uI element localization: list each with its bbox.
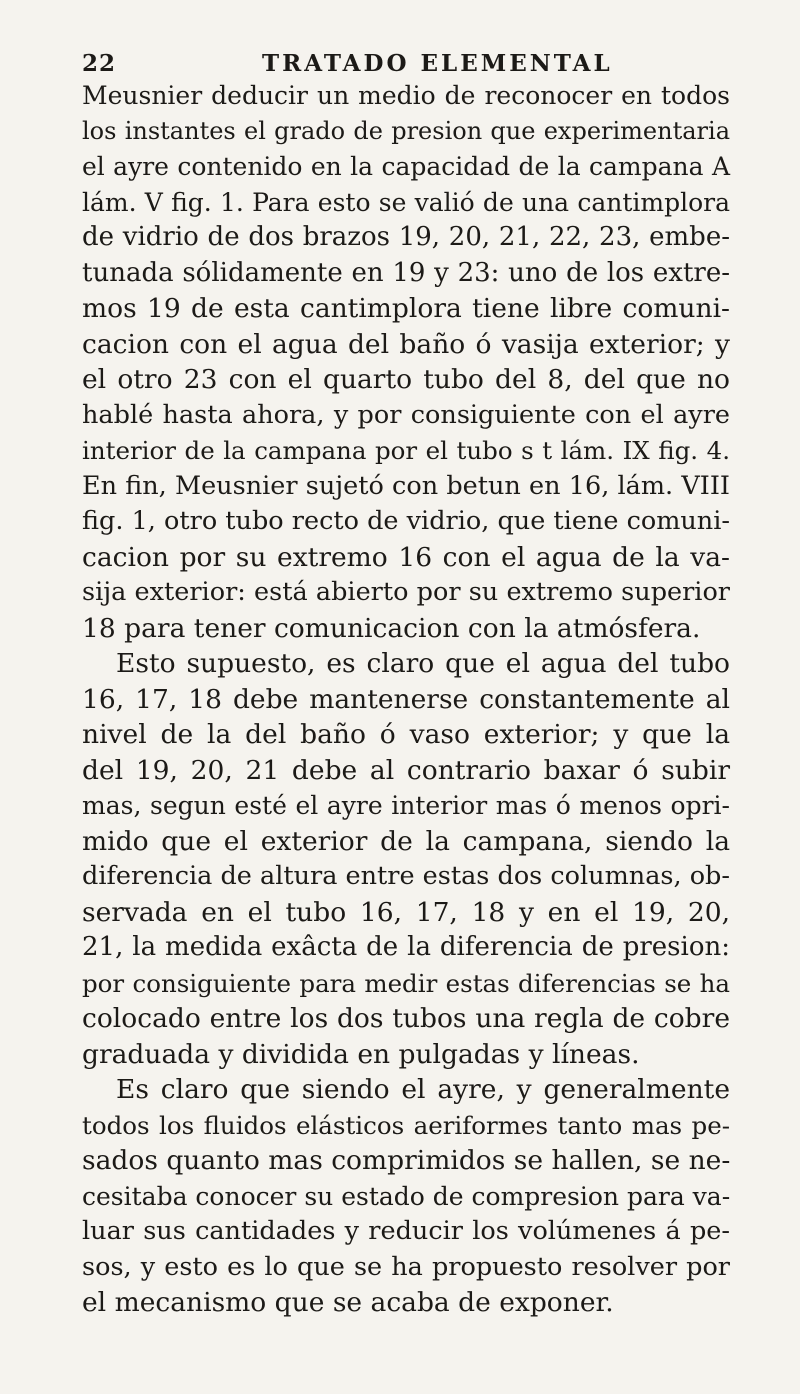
- text-line: todos los fluidos elásticos aeriformes tanto mas pe-: [82, 1110, 730, 1140]
- text-line: interior de la campana por el tubo s t lám. IX fig. 4.: [82, 436, 730, 465]
- text-line: tunada sólidamente en 19 y 23: uno de los extre-: [82, 257, 730, 288]
- text-line: el mecanismo que se acaba de exponer.: [82, 1287, 614, 1318]
- text-line: por consiguiente para medir estas diferencias se ha: [82, 968, 730, 998]
- text-line: 16, 17, 18 debe mantenerse constantemente al: [82, 683, 730, 715]
- text-line: de vidrio de dos brazos 19, 20, 21, 22, 23, embe-: [82, 222, 730, 252]
- text-line: graduada y dividida en pulgadas y líneas.: [82, 1038, 640, 1070]
- text-line: los instantes el grado de presion que experimentaria: [82, 116, 730, 145]
- text-line: el ayre contenido en la capacidad de la campana A: [82, 152, 730, 181]
- text-line: 21, la medida exâcta de la diferencia de presion:: [82, 932, 730, 962]
- text-line: luar sus cantidades y reducir los volúmenes á pe-: [82, 1216, 730, 1246]
- text-line: mas, segun esté el ayre interior mas ó menos opri-: [82, 791, 730, 820]
- text-line: En fin, Meusnier sujetó con betun en 16, lám. VIII: [82, 470, 730, 501]
- text-line: sos, y esto es lo que se ha propuesto resolver por: [82, 1251, 730, 1282]
- text-line: Es claro que siendo el ayre, y generalmente: [116, 1074, 730, 1105]
- text-line: colocado entre los dos tubos una regla de cobre: [82, 1003, 730, 1034]
- text-line: sija exterior: está abierto por su extremo superior: [82, 577, 730, 607]
- text-line: fig. 1, otro tubo recto de vidrio, que tiene comuni-: [82, 506, 730, 536]
- text-line: nivel de la del baño ó vaso exterior; y que la: [82, 719, 730, 750]
- running-head: TRATADO ELEMENTAL: [262, 50, 613, 77]
- text-line: 18 para tener comunicacion con la atmósfera.: [82, 612, 701, 644]
- text-line: cacion con el agua del baño ó vasija exterior; y: [82, 328, 730, 360]
- page-number: 22: [82, 50, 117, 77]
- text-line: mos 19 de esta cantimplora tiene libre comuni-: [82, 293, 730, 324]
- text-line: diferencia de altura entre estas dos columnas, ob-: [82, 861, 730, 891]
- text-line: del 19, 20, 21 debe al contrario baxar ó subir: [82, 754, 730, 786]
- text-line: mido que el exterior de la campana, siendo la: [82, 825, 730, 857]
- body-text: [82, 78, 730, 1321]
- text-line: el otro 23 con el quarto tubo del 8, del que no: [82, 364, 730, 395]
- text-line: hablé hasta ahora, y por consiguiente con el ayre: [82, 399, 730, 430]
- text-line: cacion por su extremo 16 con el agua de la va-: [82, 541, 730, 573]
- text-line: Meusnier deducir un medio de reconocer en todos: [82, 81, 730, 110]
- text-line: sados quanto mas comprimidos se hallen, se ne-: [82, 1145, 731, 1176]
- text-line: servada en el tubo 16, 17, 18 y en el 19, 20,: [82, 896, 730, 928]
- text-line: Esto supuesto, es claro que el agua del tubo: [116, 648, 730, 679]
- text-line: lám. V fig. 1. Para esto se valió de una cantimplora: [82, 187, 730, 217]
- text-line: cesitaba conocer su estado de compresion para va-: [82, 1181, 731, 1211]
